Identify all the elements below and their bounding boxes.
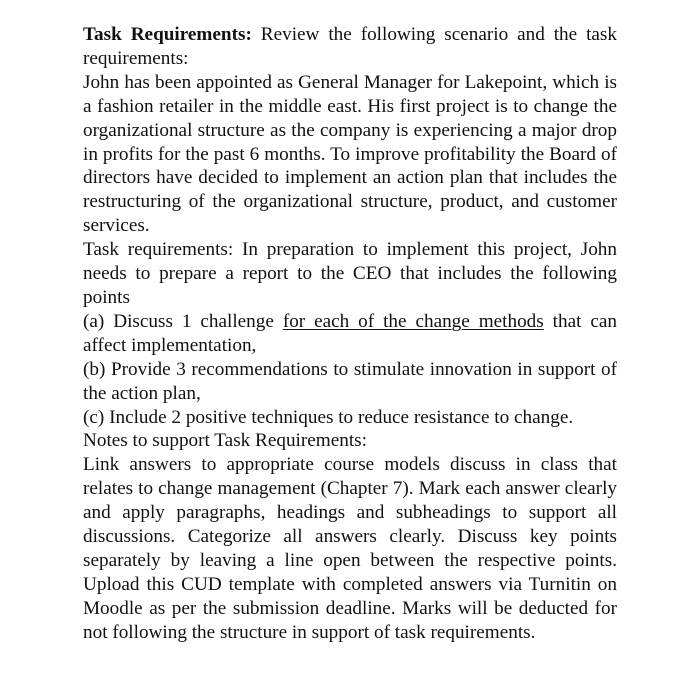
notes-paragraph: Link answers to appropriate course models discuss in class that relates to change management (Chapter 7). Mark each answer clearly and apply paragraphs, headings and subheadings to support all discussions. Categorize all answers clearly. Discuss key points separately by leaving a line open between the respective points. Upload this CUD template with completed answers via Turnitin on Moodle as per the submission deadline. Marks will be deducted for not following the structure in support of task requirements. (83, 454, 617, 643)
point-a-underlined-text: for each of the change methods (282, 310, 544, 332)
task-requirements-paragraph: Task requirements: In preparation to implement this project, John needs to prepare a report to the CEO that includes the following points (83, 239, 617, 308)
task-document (83, 23, 617, 645)
notes-heading: Notes to support Task Requirements: (83, 430, 367, 452)
point-a-paragraph (83, 310, 617, 358)
intro-paragraph (83, 23, 617, 71)
point-c-paragraph: (c) Include 2 positive techniques to reduce resistance to change. (83, 406, 574, 428)
task-requirements-heading: Task Requirements: (83, 24, 252, 45)
point-a-start: (a) Discuss 1 challenge (83, 310, 283, 332)
intro-text: Review the following scenario and the task requirements: (83, 24, 617, 69)
point-a-end: that can affect implementation, (83, 310, 617, 356)
point-b-paragraph: (b) Provide 3 recommendations to stimulate innovation in support of the action plan, (83, 358, 617, 404)
scenario-paragraph: John has been appointed as General Manager for Lakepoint, which is a fashion retailer in the middle east. His first project is to change the organizational structure as the company is experiencing a major drop in profits for the past 6 months. To improve profitability the Board of directors have decided to implement an action plan that includes the restructuring of the organizational structure, product, and customer services. (83, 71, 617, 237)
